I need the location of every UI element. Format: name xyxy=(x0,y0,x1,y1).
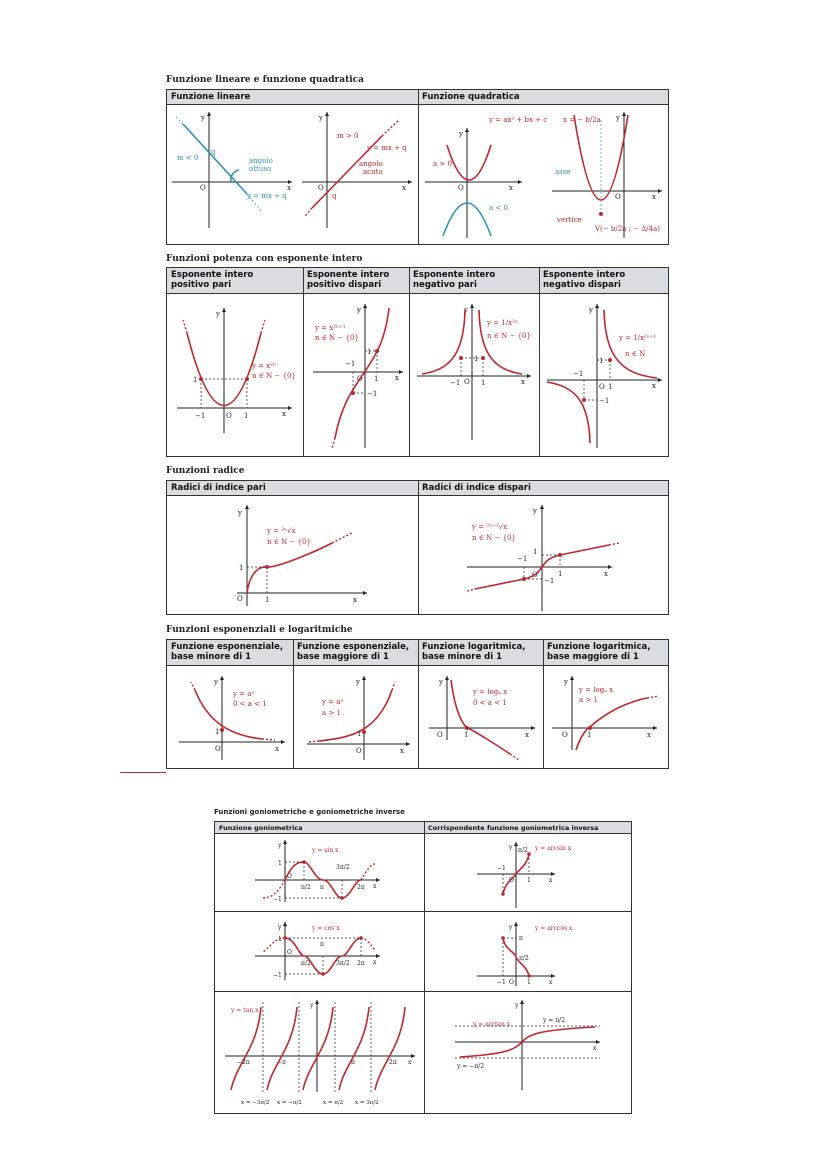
svg-text:y: y xyxy=(278,924,282,931)
svg-text:y: y xyxy=(509,844,513,851)
svg-text:1: 1 xyxy=(278,936,282,943)
header-power-2: Esponente intero positivo dispari xyxy=(303,268,409,294)
svg-text:V(− b/2a ; − Δ/4a): V(− b/2a ; − Δ/4a) xyxy=(595,225,661,233)
svg-text:O: O xyxy=(615,193,621,201)
table-powers xyxy=(166,267,669,457)
graph-root-odd xyxy=(467,505,619,611)
svg-text:3π/2: 3π/2 xyxy=(336,960,350,967)
section-title-powers: Funzioni potenza con esponente intero xyxy=(166,254,363,264)
graph-sin xyxy=(255,840,380,903)
header-root-odd: Radici di indice dispari xyxy=(418,481,668,496)
graph-power-odd-pos xyxy=(313,304,403,448)
svg-text:y: y xyxy=(616,114,620,122)
svg-text:−1: −1 xyxy=(195,412,206,420)
svg-text:2π: 2π xyxy=(357,884,365,891)
svg-text:−1: −1 xyxy=(599,397,610,405)
svg-text:a > 0: a > 0 xyxy=(433,160,452,168)
svg-text:1: 1 xyxy=(265,596,270,604)
svg-text:−1: −1 xyxy=(367,390,378,398)
svg-text:a > 1: a > 1 xyxy=(322,709,341,717)
graph-log-gt1 xyxy=(552,676,659,750)
graph-root-even xyxy=(237,505,367,606)
svg-text:O: O xyxy=(200,184,206,192)
svg-text:O: O xyxy=(226,412,232,420)
svg-text:O: O xyxy=(437,731,443,739)
graph-exp-lt1 xyxy=(179,676,285,760)
svg-text:π: π xyxy=(351,1059,355,1066)
header-root-even: Radici di indice pari xyxy=(167,481,418,496)
svg-text:y = mx + q: y = mx + q xyxy=(367,144,407,152)
svg-text:x: x xyxy=(373,959,377,966)
graphs-roots xyxy=(167,481,670,616)
svg-text:y: y xyxy=(357,306,361,314)
svg-text:y: y xyxy=(533,507,537,515)
svg-text:1: 1 xyxy=(244,412,249,420)
svg-text:y = 1/x²ⁿ: y = 1/x²ⁿ xyxy=(487,319,518,327)
header-trig-inverse: Corrispondente funzione goniometrica inversa xyxy=(424,822,631,834)
svg-text:y = logₐ x: y = logₐ x xyxy=(473,688,508,696)
svg-text:y: y xyxy=(564,678,568,686)
svg-text:O: O xyxy=(599,383,605,391)
svg-text:x: x xyxy=(509,184,513,192)
svg-text:y: y xyxy=(238,509,242,517)
svg-text:x: x xyxy=(521,378,525,386)
svg-text:x: x xyxy=(282,410,286,418)
section-title-trig: Funzioni goniometriche e goniometriche inverse xyxy=(214,808,405,816)
svg-text:1: 1 xyxy=(481,379,486,387)
header-exp-lt1: Funzione esponenziale, base minore di 1 xyxy=(167,640,293,666)
graph-cos xyxy=(255,922,380,980)
svg-text:n ∈ N − {0}: n ∈ N − {0} xyxy=(267,538,311,546)
svg-text:angolo: angolo xyxy=(359,160,383,168)
table-trig xyxy=(214,821,632,1114)
svg-text:y = tan x: y = tan x xyxy=(231,1007,259,1014)
graph-arctan xyxy=(455,1000,600,1090)
section-title-exp-log: Funzioni esponenziali e logaritmiche xyxy=(166,625,353,635)
svg-text:0 < a < 1: 0 < a < 1 xyxy=(473,699,507,707)
svg-text:x: x xyxy=(593,1045,597,1052)
svg-text:π: π xyxy=(519,935,523,942)
svg-text:O: O xyxy=(287,949,292,956)
svg-text:O: O xyxy=(357,375,363,383)
graph-power-even-neg xyxy=(417,304,531,440)
svg-text:O: O xyxy=(458,184,464,192)
svg-text:−1: −1 xyxy=(273,896,282,903)
svg-text:1: 1 xyxy=(587,731,592,739)
svg-text:x: x xyxy=(549,979,553,986)
graph-linear-pos xyxy=(302,112,412,228)
svg-text:1: 1 xyxy=(608,383,613,391)
svg-text:O: O xyxy=(356,747,362,755)
svg-text:asse: asse xyxy=(555,168,571,176)
svg-text:y: y xyxy=(356,678,360,686)
svg-text:O: O xyxy=(318,184,324,192)
svg-text:y = x²ⁿ⁺¹: y = x²ⁿ⁺¹ xyxy=(315,324,346,332)
svg-text:x = π/2: x = π/2 xyxy=(323,1100,344,1106)
svg-text:y = mx + q: y = mx + q xyxy=(247,192,287,200)
svg-text:O: O xyxy=(532,571,538,579)
svg-text:y = arccos x: y = arccos x xyxy=(535,925,573,932)
svg-text:O: O xyxy=(237,595,243,603)
svg-text:x: x xyxy=(402,184,406,192)
svg-text:1: 1 xyxy=(527,877,531,884)
table-roots xyxy=(166,480,669,615)
graph-exp-gt1 xyxy=(307,676,410,760)
svg-text:a > 1: a > 1 xyxy=(579,696,598,704)
header-exp-gt1: Funzione esponenziale, base maggiore di 1 xyxy=(293,640,418,666)
table-lin-quad xyxy=(166,89,669,245)
svg-text:x: x xyxy=(400,747,404,755)
svg-text:1: 1 xyxy=(239,564,244,572)
svg-text:y = π/2: y = π/2 xyxy=(543,1017,566,1024)
svg-text:angolo: angolo xyxy=(249,157,273,165)
svg-text:y: y xyxy=(214,678,218,686)
svg-text:y: y xyxy=(278,842,282,849)
graph-power-even-pos xyxy=(177,308,296,433)
header-power-3: Esponente intero negativo pari xyxy=(409,268,539,294)
svg-text:x: x xyxy=(549,877,553,884)
svg-text:x: x xyxy=(395,374,399,382)
graphs-powers xyxy=(167,268,670,458)
header-quadratica: Funzione quadratica xyxy=(418,90,668,105)
graph-quadratic-sign xyxy=(425,116,547,238)
svg-text:x: x xyxy=(525,731,529,739)
svg-text:−1: −1 xyxy=(450,379,461,387)
svg-text:−1: −1 xyxy=(273,972,282,979)
svg-text:−1: −1 xyxy=(573,370,584,378)
svg-text:y: y xyxy=(201,114,205,122)
svg-text:y = sin x: y = sin x xyxy=(312,847,339,854)
svg-text:1: 1 xyxy=(193,376,198,384)
svg-text:−1: −1 xyxy=(544,577,555,585)
header-trig: Funzione goniometrica xyxy=(215,822,424,834)
svg-text:2π: 2π xyxy=(357,960,365,967)
svg-text:1: 1 xyxy=(527,979,531,986)
svg-text:y = cos x: y = cos x xyxy=(312,925,340,932)
svg-text:−1: −1 xyxy=(517,555,528,563)
svg-text:x = −π/2: x = −π/2 xyxy=(277,1100,302,1106)
graph-arcsin xyxy=(477,842,572,908)
svg-text:y = ax² + bx + c: y = ax² + bx + c xyxy=(489,116,548,124)
header-power-1: Esponente intero positivo pari xyxy=(167,268,303,294)
svg-text:y = 1/x²ⁿ⁺¹: y = 1/x²ⁿ⁺¹ xyxy=(619,334,657,342)
svg-text:O: O xyxy=(509,877,514,884)
svg-text:0 < a < 1: 0 < a < 1 xyxy=(233,700,267,708)
svg-text:x: x xyxy=(353,596,357,604)
svg-text:x = − b/2a: x = − b/2a xyxy=(563,116,601,124)
svg-text:y = aˣ: y = aˣ xyxy=(233,690,255,698)
svg-text:y = logₐ x: y = logₐ x xyxy=(579,686,614,694)
svg-text:y = ²ⁿ√x: y = ²ⁿ√x xyxy=(267,527,296,535)
header-power-4: Esponente intero negativo dispari xyxy=(539,268,668,294)
svg-text:1: 1 xyxy=(215,728,220,736)
header-log-lt1: Funzione logaritmica, base minore di 1 xyxy=(418,640,543,666)
svg-text:O: O xyxy=(287,873,292,880)
svg-text:−1: −1 xyxy=(497,865,506,872)
svg-text:y = aˣ: y = aˣ xyxy=(322,698,344,706)
svg-text:q: q xyxy=(332,192,337,200)
svg-text:1: 1 xyxy=(357,730,362,738)
section-title-roots: Funzioni radice xyxy=(166,466,245,476)
graphs-trig xyxy=(215,822,633,1115)
svg-text:x: x xyxy=(652,193,656,201)
svg-text:a < 0: a < 0 xyxy=(489,204,508,212)
header-log-gt1: Funzione logaritmica, base maggiore di 1 xyxy=(543,640,668,666)
graphs-exp-log xyxy=(167,640,670,770)
svg-text:y: y xyxy=(464,306,468,314)
svg-text:O: O xyxy=(464,378,470,386)
svg-text:π: π xyxy=(320,941,324,948)
svg-text:y = arcsin x: y = arcsin x xyxy=(535,845,572,852)
svg-text:y: y xyxy=(515,1002,519,1009)
svg-text:3π/2: 3π/2 xyxy=(336,864,350,871)
section-title-lin-quad: Funzione lineare e funzione quadratica xyxy=(166,75,364,85)
svg-text:y: y xyxy=(589,306,593,314)
svg-text:π/2: π/2 xyxy=(301,884,311,891)
svg-text:1: 1 xyxy=(599,357,604,365)
svg-text:n ∈ N: n ∈ N xyxy=(625,350,646,358)
svg-text:y = −π/2: y = −π/2 xyxy=(457,1063,485,1070)
svg-text:vertice: vertice xyxy=(557,216,582,224)
svg-text:x: x xyxy=(275,745,279,753)
table-exp-log xyxy=(166,639,669,769)
svg-text:y: y xyxy=(509,924,513,931)
svg-text:π/2: π/2 xyxy=(519,955,529,962)
svg-text:y = arctan x: y = arctan x xyxy=(473,1021,511,1028)
divider-line xyxy=(120,772,166,773)
svg-text:x: x xyxy=(408,1059,412,1066)
svg-text:O: O xyxy=(215,745,221,753)
svg-text:n ∈ N − {0}: n ∈ N − {0} xyxy=(252,372,296,380)
svg-text:n ∈ N − {0}: n ∈ N − {0} xyxy=(315,334,359,342)
svg-text:1: 1 xyxy=(558,570,563,578)
svg-text:π: π xyxy=(320,884,324,891)
svg-text:1: 1 xyxy=(533,548,538,556)
svg-text:acuto: acuto xyxy=(363,168,383,176)
svg-text:−1: −1 xyxy=(345,360,356,368)
svg-text:−2π: −2π xyxy=(237,1059,250,1066)
svg-text:n ∈ N − {0}: n ∈ N − {0} xyxy=(472,534,516,542)
graph-power-odd-neg xyxy=(547,304,662,448)
svg-text:1: 1 xyxy=(367,348,372,356)
svg-text:y: y xyxy=(459,130,463,138)
svg-text:y: y xyxy=(216,310,220,318)
svg-text:x: x xyxy=(652,382,656,390)
svg-text:−1: −1 xyxy=(497,979,506,986)
graph-linear xyxy=(167,90,670,246)
svg-text:y: y xyxy=(319,114,323,122)
svg-text:m < 0: m < 0 xyxy=(177,154,199,162)
svg-text:O: O xyxy=(509,979,514,986)
svg-text:ottuso: ottuso xyxy=(249,165,272,173)
svg-text:1: 1 xyxy=(464,731,469,739)
svg-text:−π: −π xyxy=(277,1059,286,1066)
svg-text:2π: 2π xyxy=(389,1059,397,1066)
svg-text:n ∈ N − {0}: n ∈ N − {0} xyxy=(487,332,531,340)
svg-text:1: 1 xyxy=(474,355,479,363)
svg-text:y: y xyxy=(310,1002,314,1009)
graph-linear-neg xyxy=(172,112,292,228)
graph-tan xyxy=(225,1000,415,1106)
header-lineare: Funzione lineare xyxy=(167,90,418,105)
graph-arccos xyxy=(477,922,573,986)
svg-text:1: 1 xyxy=(374,375,379,383)
svg-text:1: 1 xyxy=(278,860,282,867)
svg-text:x = 3π/2: x = 3π/2 xyxy=(355,1100,379,1106)
svg-text:π/2: π/2 xyxy=(518,847,528,854)
svg-text:q: q xyxy=(211,148,216,156)
svg-text:π/2: π/2 xyxy=(301,960,311,967)
svg-text:m > 0: m > 0 xyxy=(337,132,359,140)
svg-text:x: x xyxy=(604,570,608,578)
svg-text:x: x xyxy=(287,184,291,192)
graph-quadratic-vertex xyxy=(552,112,662,238)
svg-text:x = −3π/2: x = −3π/2 xyxy=(241,1100,270,1106)
svg-text:x: x xyxy=(373,883,377,890)
svg-text:y = x²ⁿ: y = x²ⁿ xyxy=(252,362,277,370)
svg-text:x: x xyxy=(647,731,651,739)
graph-log-lt1 xyxy=(429,676,535,760)
svg-text:y = ²ⁿ⁺¹√x: y = ²ⁿ⁺¹√x xyxy=(472,523,508,531)
svg-text:y: y xyxy=(439,678,443,686)
svg-text:O: O xyxy=(562,731,568,739)
